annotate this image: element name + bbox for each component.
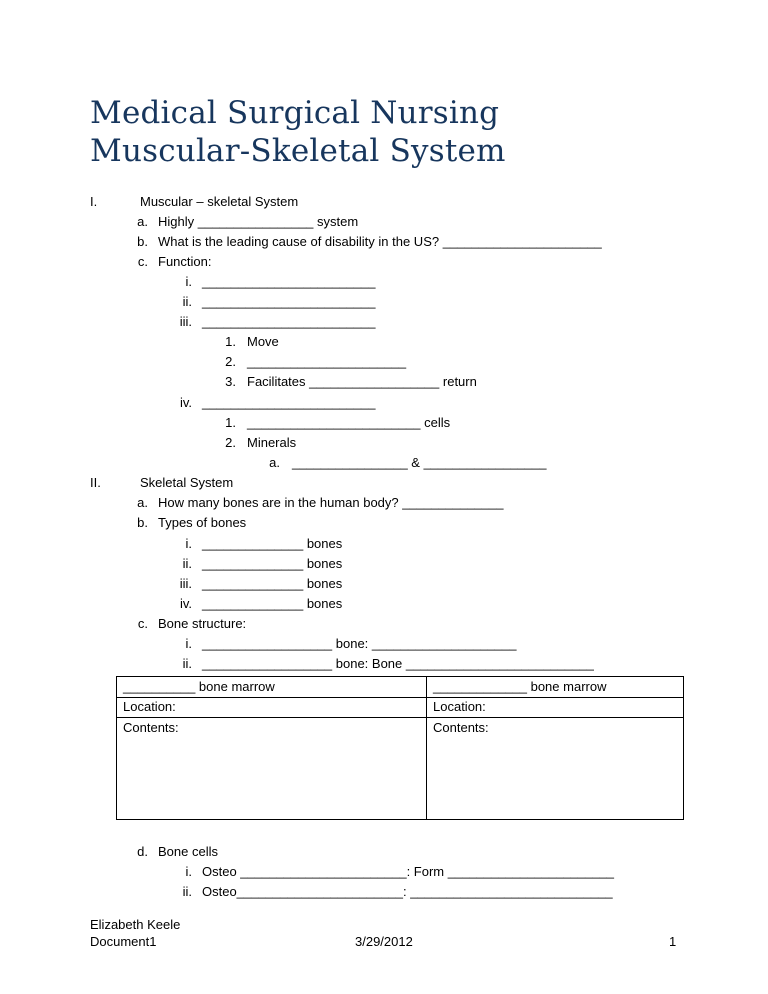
- list-marker: ii.: [182, 556, 192, 571]
- list-marker: 1.: [225, 334, 236, 349]
- list-marker: iii.: [179, 314, 192, 329]
- list-marker: i.: [185, 864, 192, 879]
- footer-page-number: 1: [669, 934, 677, 949]
- list-item: ______________ bones: [202, 536, 343, 551]
- list-item: ______________________: [247, 354, 407, 369]
- page-title: [90, 94, 506, 170]
- footer-document: Document1: [90, 934, 157, 949]
- list-item: __________________ bone: ____________________: [202, 636, 517, 651]
- list-marker: a.: [269, 455, 280, 470]
- table-column-divider: [426, 677, 427, 819]
- list-marker: i.: [185, 274, 192, 289]
- list-marker: 3.: [225, 374, 236, 389]
- list-marker: a.: [137, 214, 148, 229]
- table-cell-location-left: Location:: [123, 699, 176, 714]
- list-item: Highly ________________ system: [158, 214, 359, 229]
- list-item: ________________________ cells: [247, 415, 451, 430]
- title-line-1: Medical Surgical Nursing: [90, 95, 500, 131]
- list-item: Move: [247, 334, 279, 349]
- section-1-heading: Muscular – skeletal System: [140, 194, 299, 209]
- bone-marrow-table: [116, 676, 684, 820]
- list-marker: iv.: [179, 395, 192, 410]
- list-marker: iii.: [179, 576, 192, 591]
- list-item: Osteo_______________________: ____________________________: [202, 884, 613, 899]
- list-item: Bone structure:: [158, 616, 247, 631]
- table-cell-contents-left: Contents:: [123, 720, 179, 735]
- list-item: ______________ bones: [202, 556, 343, 571]
- list-item: __________________ bone: Bone __________________________: [202, 656, 594, 671]
- list-item: ______________ bones: [202, 596, 343, 611]
- footer-date: 3/29/2012: [355, 934, 413, 949]
- list-item: Facilitates __________________ return: [247, 374, 477, 389]
- list-marker: i.: [185, 636, 192, 651]
- list-marker: c.: [137, 616, 148, 631]
- list-marker: ii.: [182, 884, 192, 899]
- section-1-numeral: I.: [90, 194, 98, 209]
- list-item: ________________________: [202, 294, 376, 309]
- list-item: Types of bones: [158, 515, 247, 530]
- list-marker: c.: [137, 254, 148, 269]
- list-marker: a.: [137, 495, 148, 510]
- list-item: ________________________: [202, 314, 376, 329]
- list-item: Function:: [158, 254, 212, 269]
- table-row-divider: [117, 717, 683, 718]
- list-item: How many bones are in the human body? ______________: [158, 495, 504, 510]
- list-marker: b.: [137, 234, 148, 249]
- list-marker: 2.: [225, 435, 236, 450]
- list-marker: 2.: [225, 354, 236, 369]
- list-item: ______________ bones: [202, 576, 343, 591]
- section-2-heading: Skeletal System: [140, 475, 234, 490]
- list-marker: ii.: [182, 294, 192, 309]
- list-marker: i.: [185, 536, 192, 551]
- list-item: What is the leading cause of disability in the US? ______________________: [158, 234, 602, 249]
- list-item: ________________________: [202, 274, 376, 289]
- list-item: ________________________: [202, 395, 376, 410]
- table-cell-contents-right: Contents:: [433, 720, 489, 735]
- table-row-divider: [117, 697, 683, 698]
- list-marker: ii.: [182, 656, 192, 671]
- table-header-right: _____________ bone marrow: [433, 679, 607, 694]
- section-2-numeral: II.: [90, 475, 101, 490]
- list-item: Minerals: [247, 435, 297, 450]
- title-line-2: Muscular-Skeletal System: [90, 133, 506, 169]
- list-marker: b.: [137, 515, 148, 530]
- footer-author: Elizabeth Keele: [90, 917, 181, 932]
- list-item: Osteo _______________________: Form _______________________: [202, 864, 615, 879]
- list-marker: d.: [137, 844, 148, 859]
- table-cell-location-right: Location:: [433, 699, 486, 714]
- list-marker: iv.: [179, 596, 192, 611]
- list-marker: 1.: [225, 415, 236, 430]
- list-item: Bone cells: [158, 844, 218, 859]
- list-item: ________________ & _________________: [292, 455, 547, 470]
- table-header-left: __________ bone marrow: [123, 679, 275, 694]
